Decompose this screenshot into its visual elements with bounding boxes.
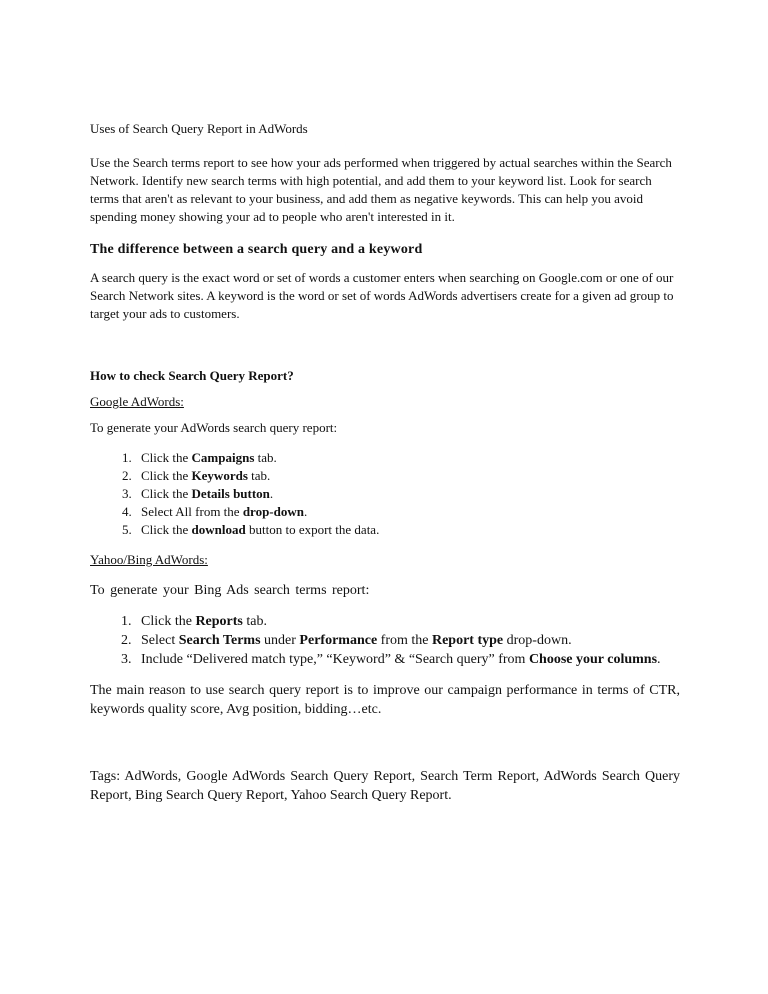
bing-lead-text: To generate your Bing Ads search terms report: (90, 583, 370, 598)
difference-paragraph: A search query is the exact word or set of words a customer enters when searching on Google.com or one of our Search Network sites. A keyword is the word or set of words AdWords advertisers create for a given ad group to target your ads to customers. (90, 270, 674, 321)
google-adwords-label: Google AdWords: (90, 394, 184, 409)
list-item: 1. Click the Reports tab. (135, 612, 680, 631)
bing-adwords-label: Yahoo/Bing AdWords: (90, 552, 208, 567)
page-title: Uses of Search Query Report in AdWords (90, 121, 308, 136)
list-item: 2. Select Search Terms under Performance from the Report type drop-down. (135, 631, 680, 650)
list-item: 2. Click the Keywords tab. (135, 467, 680, 485)
google-steps-list (90, 449, 680, 539)
list-item: 3. Include “Delivered match type,” “Keyword” & “Search query” from Choose your columns. (135, 650, 680, 669)
tags-paragraph: Tags: AdWords, Google AdWords Search Query Report, Search Term Report, AdWords Search Query Report, Bing Search Query Report, Yahoo Search Query Report. (90, 769, 680, 803)
intro-paragraph: Use the Search terms report to see how your ads performed when triggered by actual searches within the Search Network. Identify new search terms with high potential, and add them to your keyword list. Look for search terms that aren't as relevant to your business, and add them as negative keywords. This can help you avoid spending money showing your ad to people who aren't interested in it. (90, 155, 672, 224)
list-item: 5. Click the download button to export the data. (135, 521, 680, 539)
main-reason-paragraph: The main reason to use search query report is to improve our campaign performance in terms of CTR, keywords quality score, Avg position, bidding…etc. (90, 683, 680, 717)
google-lead-text: To generate your AdWords search query report: (90, 420, 338, 435)
document-body (90, 120, 680, 805)
list-item: 4. Select All from the drop-down. (135, 503, 680, 521)
bing-steps-list (90, 612, 680, 669)
how-to-heading: How to check Search Query Report? (90, 368, 294, 383)
list-item: 3. Click the Details button. (135, 485, 680, 503)
list-item: 1. Click the Campaigns tab. (135, 449, 680, 467)
difference-heading: The difference between a search query and a keyword (90, 242, 423, 257)
